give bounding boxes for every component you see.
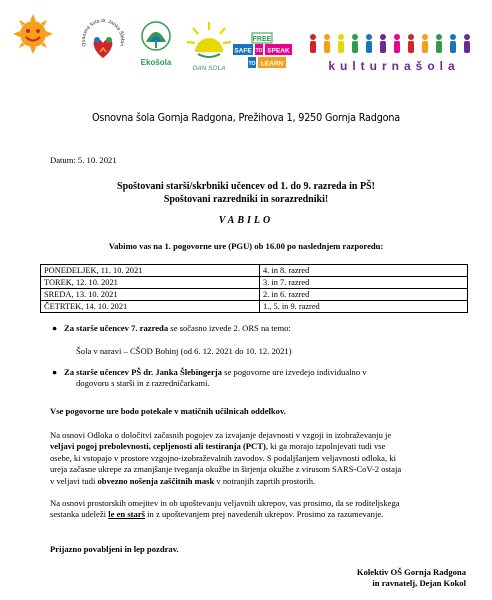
schedule-day: SREDA, 13. 10. 2021 [41,289,260,301]
school-ring-text: Osnovna šola dr. Janka Šlebin [80,18,126,48]
odlok-line: osebe, ki vstopajo v prostore vzgojno-izobraževalnih zavodov. S podaljšanjem veljavnosti odloka, ki [50,452,396,463]
school-seal-logo [78,14,128,70]
schedule-table [40,264,468,313]
bullet-bold: Za starše učencev PŠ dr. Janka Šlebingerja [64,367,222,377]
schedule-grades: 2. in 6. razred [260,289,468,301]
greeting-line-1: Spoštovani starši/skrbniki učencev od 1. do 9. razreda in PŠ! [117,181,375,192]
schedule-day: PONEDELJEK, 11. 10. 2021 [41,265,260,277]
classrooms-note: Vse pogovorne ure bodo potekale v matičnih učilnicah oddelkov. [50,406,286,416]
space-paragraph [50,498,468,521]
schedule-day: TOREK, 12. 10. 2021 [41,277,260,289]
bullet-subtext: Šola v naravi – CŠOD Bohinj (od 6. 12. 2021 do 10. 12. 2021) [76,346,292,356]
safe-word-learn: LEARN [260,60,284,68]
kulturna-sola-label: kulturnašola [328,59,460,73]
greeting-line-2: Spoštovani razredniki in sorazredniki! [163,193,329,205]
table-row [41,265,468,277]
odlok-line [50,441,468,452]
intro-text: Vabimo vas na 1. pogovorne ure (PGU) ob 16.00 po naslednjem razporedu: [108,241,384,251]
schedule-grades: 3. in 7. razred [260,277,468,289]
safe-to-learn-logo [232,32,294,70]
document-date: Datum: 5. 10. 2021 [50,155,117,165]
dan-sola-label: DAN SOLA [192,65,226,72]
odlok-line: Na osnovi Odloka o določitvi začasnih pogojev za izvajanje dejavnosti v vzgoji in izobraževanju je [50,430,392,440]
bullet-dot-icon: ● [52,323,58,333]
odlok-bold: obvezno nošenja zaščitnih mask [97,475,215,486]
bullet-item-grade7 [52,323,468,334]
document-title: VABILO [218,215,274,226]
signature [357,567,466,590]
space-line [50,509,468,520]
space-line: Na osnovi prostorskih omejitev in ob upoštevanju veljavnih ukrepov, vas prosimo, da se roditeljskega [50,498,400,508]
bullet-dot-icon: ● [52,367,58,377]
odlok-text: v notranjih zaprtih prostorih. [214,475,316,486]
schedule-day: ČETRTEK, 14. 10. 2021 [41,301,260,313]
logo-strip [0,6,492,76]
space-emphasis: le en starš [108,509,145,520]
bullet-text-cont: dogovoru s starši in z razredničarkami. [76,378,210,388]
safe-word-safe: SAFE [234,47,252,55]
safe-word-to-1: TO [255,48,263,54]
kulturna-sola-logo [305,32,483,76]
table-row [41,301,468,313]
bullet-item-ps [52,367,468,378]
closing-line: Prijazno povabljeni in lep pozdrav. [50,544,179,554]
odlok-line: ureja začasne ukrepe za zmanjšanje tveganja okužbe in širjenja okužbe z virusom SARS-CoV-2 ostaja [50,464,402,475]
schedule-grades: 4. in 8. razred [260,265,468,277]
table-row [41,277,468,289]
odlok-paragraph [50,430,468,487]
dan-sola-logo [184,20,234,74]
safe-word-free: FREE [252,36,272,43]
safe-word-to-2: TO [248,61,256,67]
odlok-line [50,476,468,487]
odlok-text: , ki ga morajo izpolnjevati tudi vse [265,441,386,452]
space-text: sestanka udeleži [50,509,109,520]
greeting [0,181,492,206]
odlok-text: v veljavi tudi [50,475,98,486]
space-text: in z upoštevanjem prej navedenih ukrepov. Prosimo za razumevanje. [145,509,384,520]
table-row [41,289,468,301]
school-address: Osnovna šola Gornja Radgona, Prežihova 1, 9250 Gornja Radgona [91,112,401,124]
bullet-text: se pogovorne ure izvedejo individualno v [221,367,367,377]
ekosola-label: Ekošola [140,58,172,67]
ekosola-logo [136,20,176,72]
odlok-bold: veljavi pogoj prebolevnosti, cepljenosti ali testiranja (PCT) [50,441,266,452]
safe-word-speak: SPEAK [267,47,290,55]
signature-line-2: in ravnatelj, Dejan Kokol [372,578,466,589]
schedule-grades: 1., 5. in 9. razred [260,301,468,313]
bullet-bold: Za starše učencev 7. razreda [64,323,169,333]
smiling-sun-logo [13,14,53,54]
signature-line-1: Kolektiv OŠ Gornja Radgona [356,567,466,577]
bullet-text: se sočasno izvede 2. ORS na temo: [168,323,291,333]
